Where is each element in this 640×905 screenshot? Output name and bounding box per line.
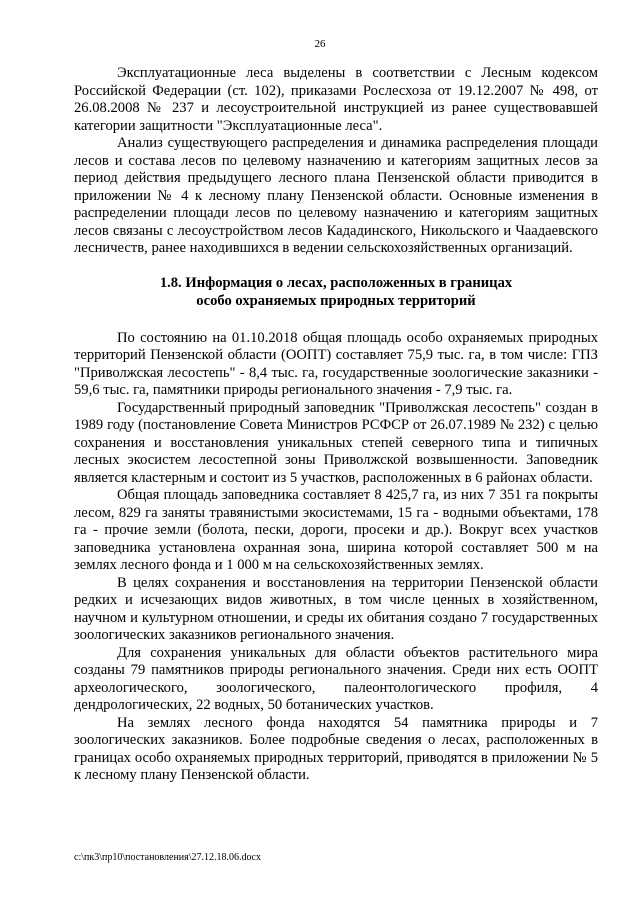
paragraph-reserve-area: Общая площадь заповедника составляет 8 425,7 га, из них 7 351 га покрыты лесом, 829 га заняты травянистыми экосистемами, 15 га - водными объектами, 178 га - прочие земли (болота, пески, дороги, просеки и др.). Вокруг всех участков заповедника установлена охранная зона, ширина которой составляет 500 м на землях лесного фонда и 1 000 м на сельскохозяйственных землях. bbox=[74, 487, 598, 573]
paragraph-natural-monuments: Для сохранения уникальных для области объектов растительного мира созданы 79 памятников природы регионального значения. Среди них есть ООПТ археологического, зоологического, палеонтологического профиля, 4 дендрологических, 22 водных, 50 ботанических участков. bbox=[74, 644, 598, 713]
section-heading-line-1: 1.8. Информация о лесах, расположенных в границах bbox=[159, 274, 513, 291]
footer-file-path: c:\пк3\пр10\постановления\27.12.18.06.docx bbox=[74, 852, 261, 863]
paragraph-forest-fund-lands: На землях лесного фонда находятся 54 памятника природы и 7 зоологических заказников. Более подробные сведения о лесах, расположенных в границах особо охраняемых природных территорий, приводятся в приложении № 5 к лесному плану Пензенской области. bbox=[74, 714, 598, 783]
paragraph-exploitation-forests: Эксплуатационные леса выделены в соответствии с Лесным кодексом Российской Федерации (ст. 102), приказами Рослесхоза от 19.12.2007 № 498, от 26.08.2008 № 237 и лесоустроительной инструкцией из ранее существовавшей категории защитности "Эксплуатационные леса". bbox=[74, 65, 598, 134]
paragraph-reserve-history: Государственный природный заповедник "Приволжская лесостепь" создан в 1989 году (постановление Совета Министров РСФСР от 26.07.1989 № 232) с целью сохранения и восстановления уникальных степей северного типа и типичных лесных экосистем лесостепной зоны Приволжской возвышенности. Заповедник является кластерным и состоит из 5 участков, расположенных в 6 районах области. bbox=[74, 399, 598, 486]
paragraph-zoological-reserves: В целях сохранения и восстановления на территории Пензенской области редких и исчезающих видов животных, в том числе ценных в хозяйственном, научном и культурном отношении, и среды их обитания создано 7 государственных зоологических заказников регионального значения. bbox=[74, 574, 598, 643]
paragraph-distribution-analysis: Анализ существующего распределения и динамика распределения площади лесов и состава лесов по целевому назначению и категориям защитных лесов за период действия предыдущего лесного плана Пензенской области приводится в приложении № 4 к лесному плану Пензенской области. Основные изменения в распределении площади лесов по целевому назначению и категориям защитных лесов связаны с лесоустройством лесов Кададинского, Никольского и Чаадаевского лесничеств, ранее находившихся в ведении сельскохозяйственных организаций. bbox=[74, 135, 598, 256]
page-number: 26 bbox=[314, 38, 326, 50]
paragraph-oopt-area: По состоянию на 01.10.2018 общая площадь особо охраняемых природных территорий Пензенской области (ООПТ) составляет 75,9 тыс. га, в том числе: ГПЗ "Приволжская лесостепь" - 8,4 тыс. га, государственные зоологические заказники - 59,6 тыс. га, памятники природы регионального значения - 7,9 тыс. га. bbox=[74, 329, 598, 398]
section-heading-line-2: особо охраняемых природных территорий bbox=[196, 292, 476, 309]
document-body bbox=[74, 65, 598, 785]
